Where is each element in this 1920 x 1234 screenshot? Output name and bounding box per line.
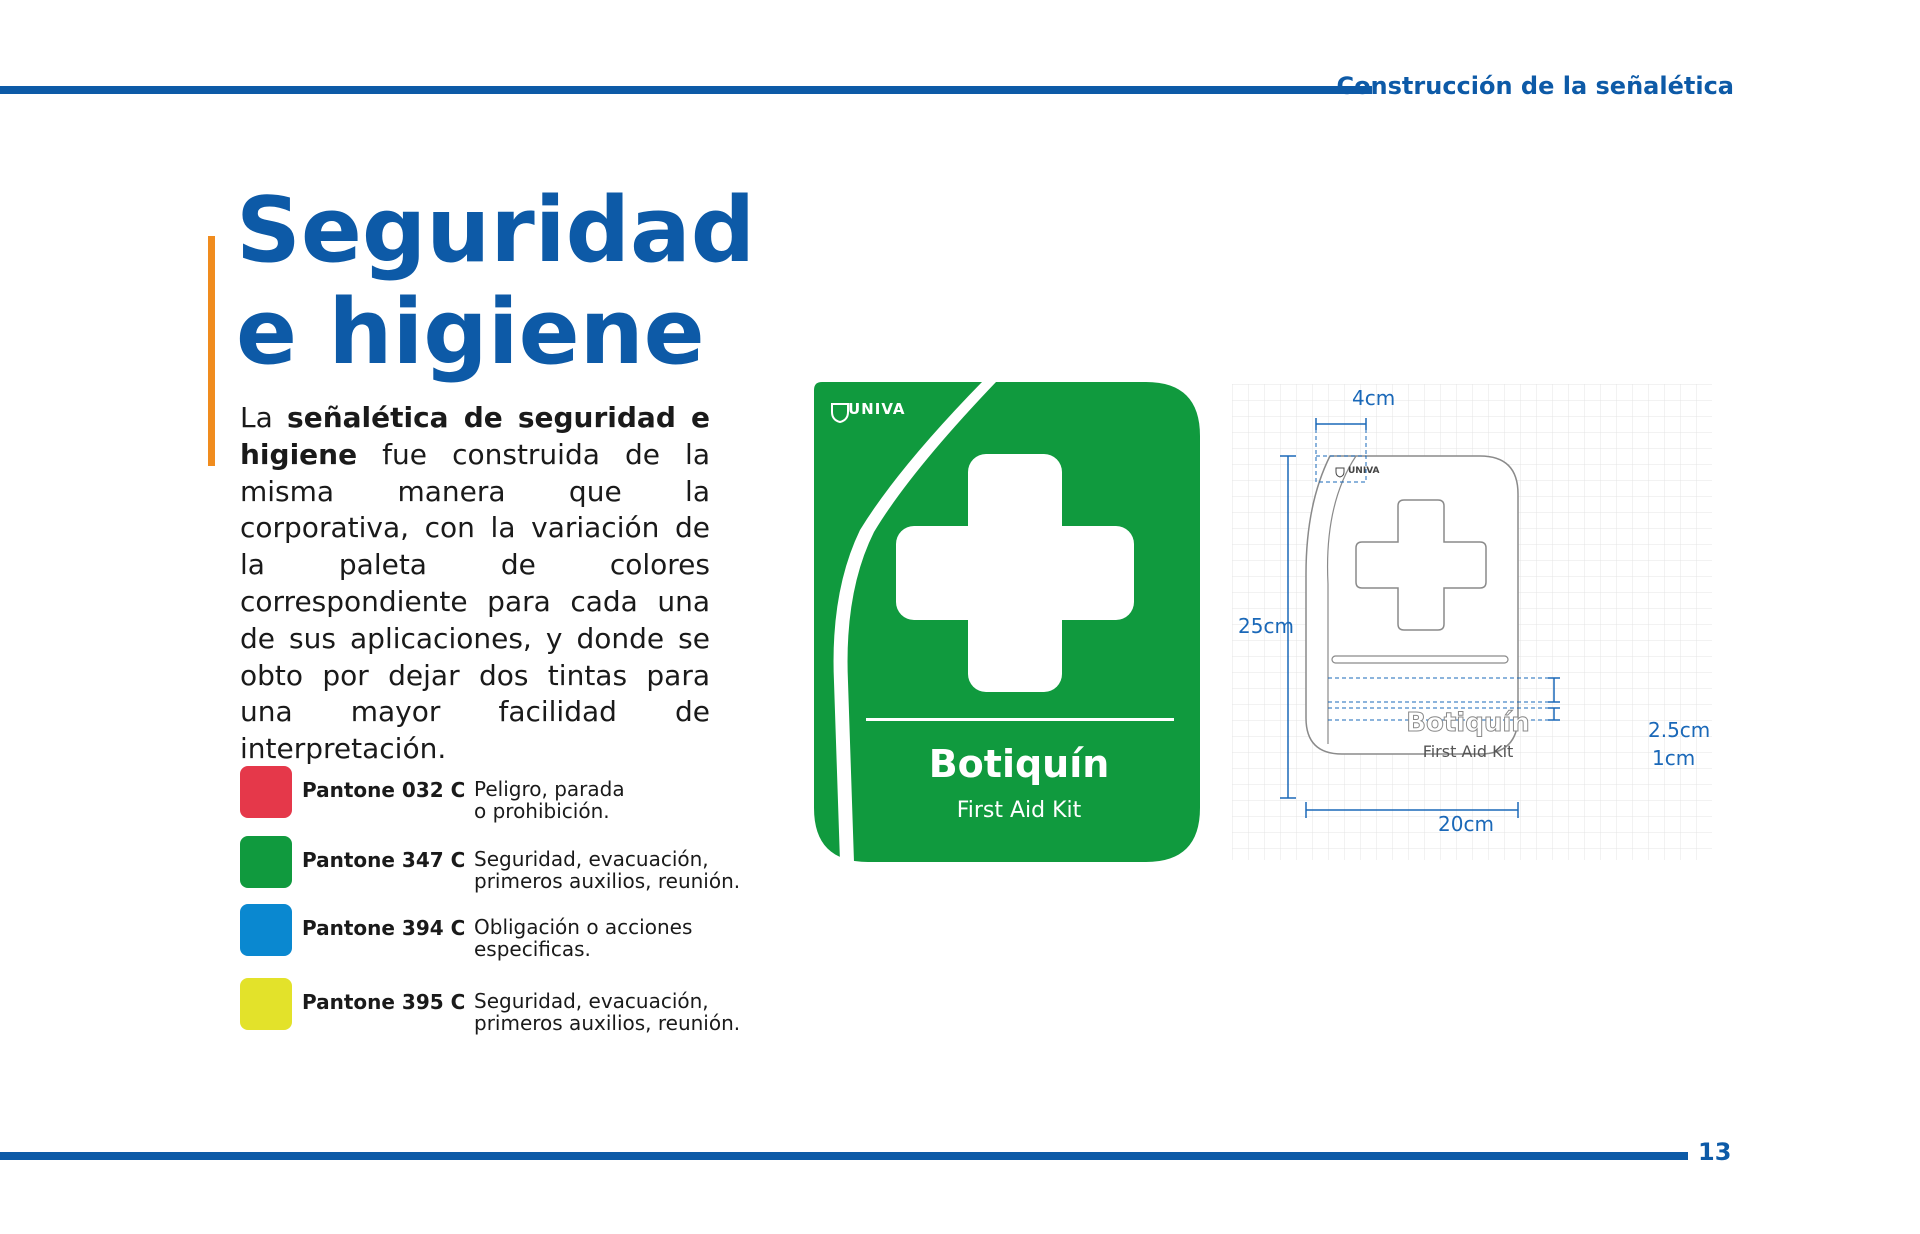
palette-item-395 <box>240 978 760 1038</box>
pantone-description: Peligro, parada o prohibición. <box>474 777 625 823</box>
dimension-width: 20cm <box>1438 812 1494 836</box>
title-accent-bar <box>208 236 215 466</box>
pantone-description: Seguridad, evacuación, primeros auxilios, reunión. <box>474 989 741 1035</box>
first-aid-sign <box>814 382 1200 862</box>
dimension-subtitle-height: 1cm <box>1652 746 1696 770</box>
dimension-top-width: 4cm <box>1352 386 1396 410</box>
palette-item-394 <box>240 904 760 964</box>
pantone-name: Pantone 032 C <box>302 778 466 802</box>
sign-logo: UNIVA <box>848 400 906 418</box>
footer-rule <box>0 1152 1688 1160</box>
sign-construction-drawing <box>1232 384 1712 860</box>
section-title: Construcción de la señalética <box>1336 72 1734 100</box>
palette-item-347 <box>240 836 760 896</box>
page-title-line-1: Seguridad <box>236 178 756 283</box>
swatch-yellow <box>240 978 292 1030</box>
header-rule <box>0 86 1372 94</box>
palette-item-032 <box>240 766 760 826</box>
dimension-height: 25cm <box>1238 614 1294 638</box>
dimension-title-height: 2.5cm <box>1648 718 1711 742</box>
drawing-subtitle: First Aid Kit <box>1422 742 1514 761</box>
drawing-logo: UNIVA <box>1348 466 1380 476</box>
drawing-title: Botiquín <box>1406 708 1530 738</box>
pantone-name: Pantone 395 C <box>302 990 466 1014</box>
outline-divider <box>1332 656 1508 663</box>
sign-divider <box>866 718 1174 721</box>
page-number: 13 <box>1698 1138 1732 1166</box>
pantone-name: Pantone 394 C <box>302 916 466 940</box>
body-text-bold: señalética de seguridad e higiene <box>240 401 710 471</box>
body-text-rest: fue construida de la misma manera que la corporativa, con la variación de la paleta de colores correspondiente para cada una de sus aplicaciones, y donde se obto por dejar dos tintas para una mayor facilidad de interpretación. <box>240 437 710 766</box>
swatch-red <box>240 766 292 818</box>
body-text-start: La <box>240 401 288 434</box>
sign-subtitle: First Aid Kit <box>956 798 1082 823</box>
swatch-green <box>240 836 292 888</box>
pantone-description: Obligación o acciones especificas. <box>474 915 693 961</box>
pantone-name: Pantone 347 C <box>302 848 466 872</box>
page-title <box>236 180 755 384</box>
sign-title: Botiquín <box>928 742 1110 786</box>
page-title-line-2: e higiene <box>236 280 705 385</box>
swatch-blue <box>240 904 292 956</box>
body-paragraph <box>240 400 710 768</box>
pantone-description: Seguridad, evacuación, primeros auxilios, reunión. <box>474 847 741 893</box>
